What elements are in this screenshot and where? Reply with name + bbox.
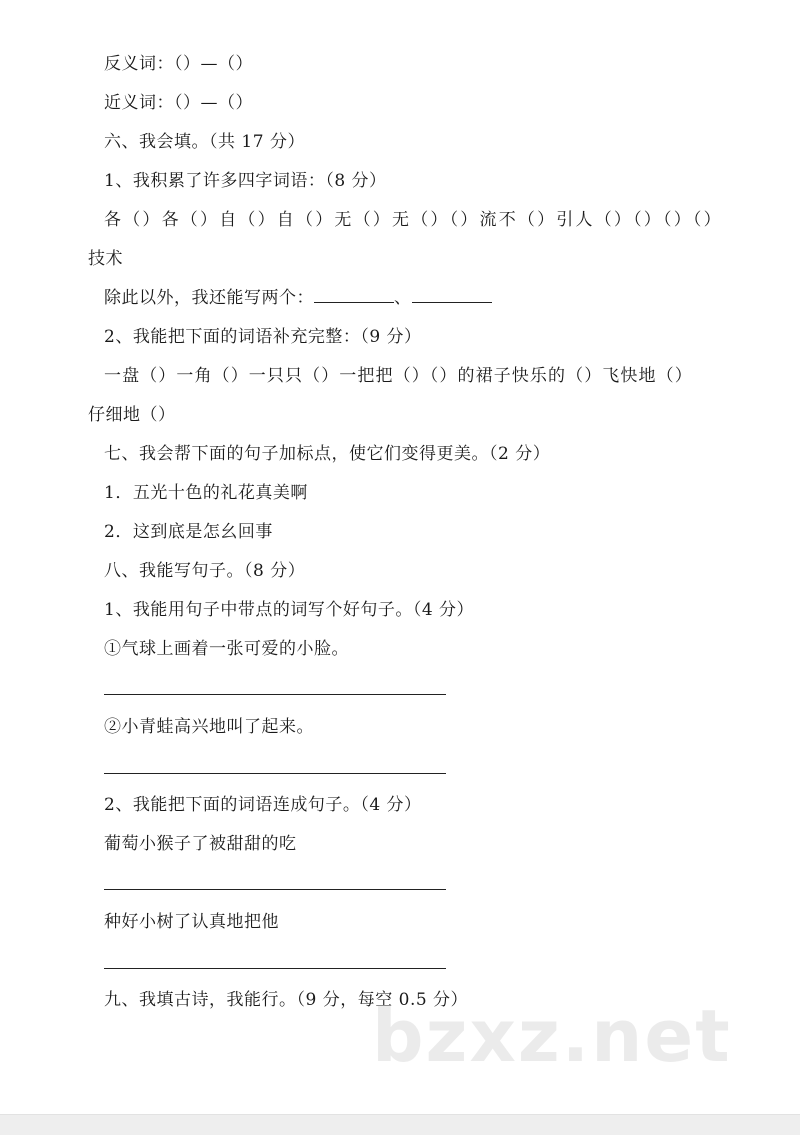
section-8-heading: 八、我能写句子。（8 分） xyxy=(104,561,306,581)
four-char-words-row: 各（）各（）自（）自（）无（）无（）（）流不（）引人（）（）（）（） xyxy=(104,210,723,230)
punctuation-sentence-2: 2．这到底是怎幺回事 xyxy=(104,522,273,542)
answer-line-1[interactable] xyxy=(104,694,446,695)
section-6-heading: 六、我会填。（共 17 分） xyxy=(104,132,305,152)
antonyms-line: 反义词：（）—（） xyxy=(104,54,253,74)
section-9-heading: 九、我填古诗，我能行。（9 分，每空 0.5 分） xyxy=(104,990,469,1010)
extra-words-prefix: 除此以外，我还能写两个： xyxy=(104,288,314,308)
extra-words-line xyxy=(104,286,492,310)
section-6-q2-title: 2、我能把下面的词语补充完整：（9 分） xyxy=(104,327,422,347)
synonyms-line: 近义词：（）—（） xyxy=(104,93,253,113)
sentence-prompt-2: ②小青蛙高兴地叫了起来。 xyxy=(104,717,314,737)
answer-line-3[interactable] xyxy=(104,889,446,890)
page-bottom-edge xyxy=(0,1114,800,1135)
sentence-prompt-1: ①气球上画着一张可爱的小脸。 xyxy=(104,639,349,659)
punctuation-sentence-1: 1．五光十色的礼花真美啊 xyxy=(104,483,308,503)
word-order-prompt-1: 葡萄小猴子了被甜甜的吃 xyxy=(104,834,297,854)
extra-word-blank-1[interactable] xyxy=(314,286,394,303)
watermark: bzxz.net xyxy=(372,994,732,1078)
word-order-prompt-2: 种好小树了认真地把他 xyxy=(104,912,279,932)
four-char-words-row-cont: 技术 xyxy=(88,249,123,269)
answer-line-2[interactable] xyxy=(104,773,446,774)
section-8-q1-title: 1、我能用句子中带点的词写个好句子。（4 分） xyxy=(104,600,475,620)
extra-word-blank-2[interactable] xyxy=(412,286,492,303)
complete-words-row-cont: 仔细地（） xyxy=(88,405,176,425)
section-6-q1-title: 1、我积累了许多四字词语：（8 分） xyxy=(104,171,387,191)
answer-line-4[interactable] xyxy=(104,968,446,969)
extra-words-sep: 、 xyxy=(394,288,412,308)
section-7-heading: 七、我会帮下面的句子加标点，使它们变得更美。（2 分） xyxy=(104,444,551,464)
section-8-q2-title: 2、我能把下面的词语连成句子。（4 分） xyxy=(104,795,422,815)
complete-words-row: 一盘（）一角（）一只只（）一把把（）（）的裙子快乐的（）飞快地（） xyxy=(104,366,693,386)
